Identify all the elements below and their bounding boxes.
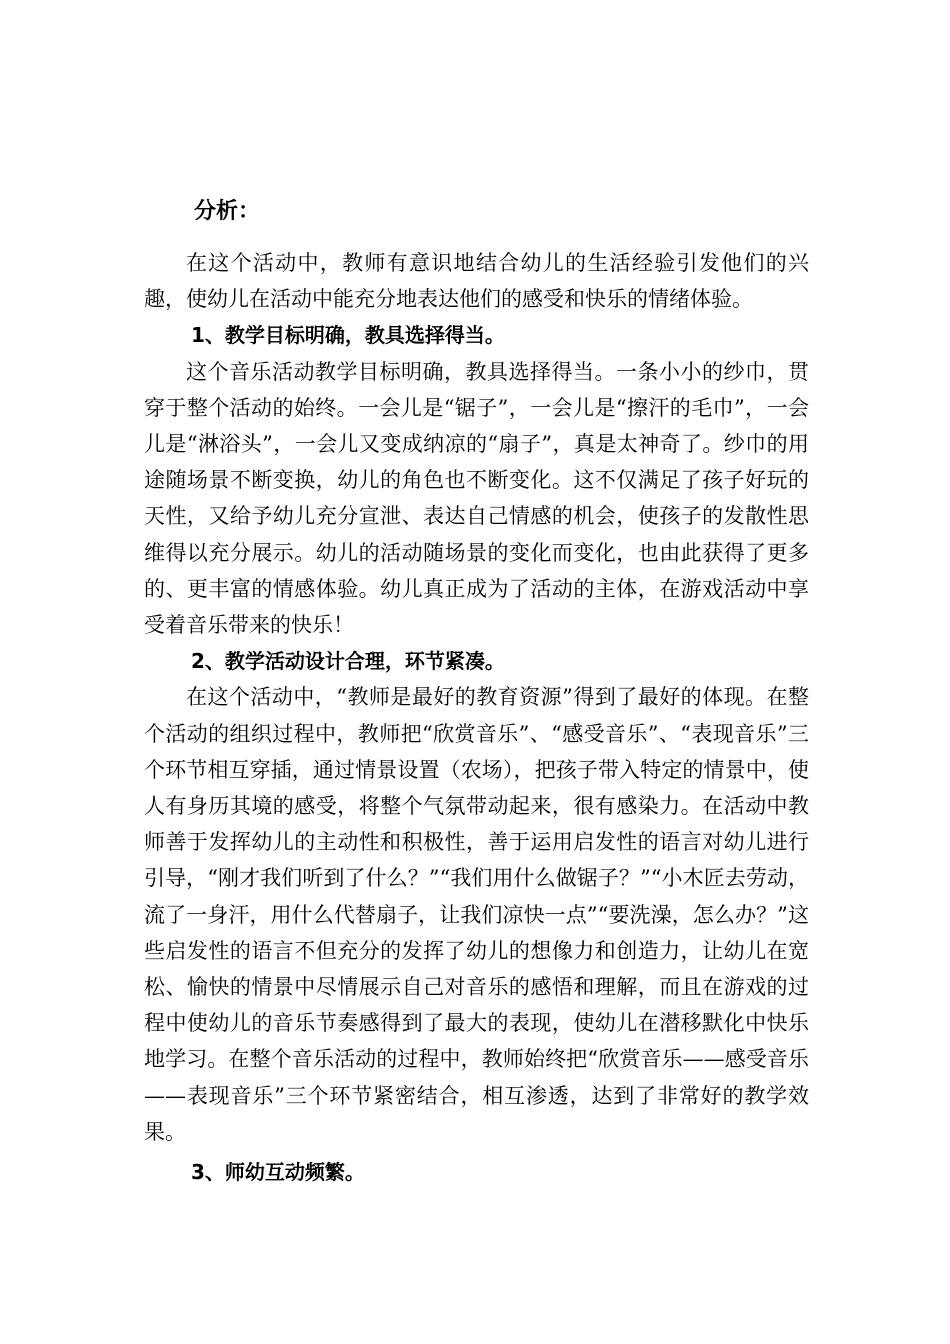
section-heading: 分析： xyxy=(194,199,261,224)
subheading-3: 3、师幼互动频繁。 xyxy=(191,1160,365,1185)
subheading-1: 1、教学目标明确，教具选择得当。 xyxy=(191,323,505,348)
section-1-paragraph: 这个音乐活动教学目标明确，教具选择得当。一条小小的纱巾，贯穿于整个活动的始终。一会儿是“锯子”，一会儿是“擦汗的毛巾”，一会儿是“淋浴头”，一会儿又变成纳凉的“扇子”，真是太神奇了。纱巾的用途随场景不断变换，幼儿的角色也不断变化。这不仅满足了孩子好玩的天性，又给予幼儿充分宣泄、表达自己情感的机会，使孩子的发散性思维得以充分展示。幼儿的活动随场景的变化而变化，也由此获得了更多的、更丰富的情感体验。幼儿真正成为了活动的主体，在游戏活动中享受着音乐带来的快乐！ xyxy=(144,359,809,638)
section-2-paragraph: 在这个活动中，“教师是最好的教育资源”得到了最好的体现。在整个活动的组织过程中，教师把“欣赏音乐”、“感受音乐”、“表现音乐”三个环节相互穿插，通过情景设置（农场），把孩子带入特定的情景中，使人有身历其境的感受，将整个气氛带动起来，很有感染力。在活动中教师善于发挥幼儿的主动性和积极性，善于运用启发性的语言对幼儿进行引导，“刚才我们听到了什么？”“我们用什么做锯子？”“小木匠去劳动，流了一身汗，用什么代替扇子，让我们凉快一点”“要洗澡，怎么办？”这些启发性的语言不但充分的发挥了幼儿的想像力和创造力，让幼儿在宽松、愉快的情景中尽情展示自己对音乐的感悟和理解，而且在游戏的过程中使幼儿的音乐节奏感得到了最大的表现，使幼儿在潜移默化中快乐地学习。在整个音乐活动的过程中，教师始终把“欣赏音乐——感受音乐——表现音乐”三个环节紧密结合，相互渗透，达到了非常好的教学效果。 xyxy=(144,685,809,1144)
subheading-2: 2、教学活动设计合理，环节紧凑。 xyxy=(191,649,505,674)
intro-paragraph: 在这个活动中，教师有意识地结合幼儿的生活经验引发他们的兴趣，使幼儿在活动中能充分地表达他们的感受和快乐的情绪体验。 xyxy=(144,251,809,312)
document-body xyxy=(144,245,809,1190)
